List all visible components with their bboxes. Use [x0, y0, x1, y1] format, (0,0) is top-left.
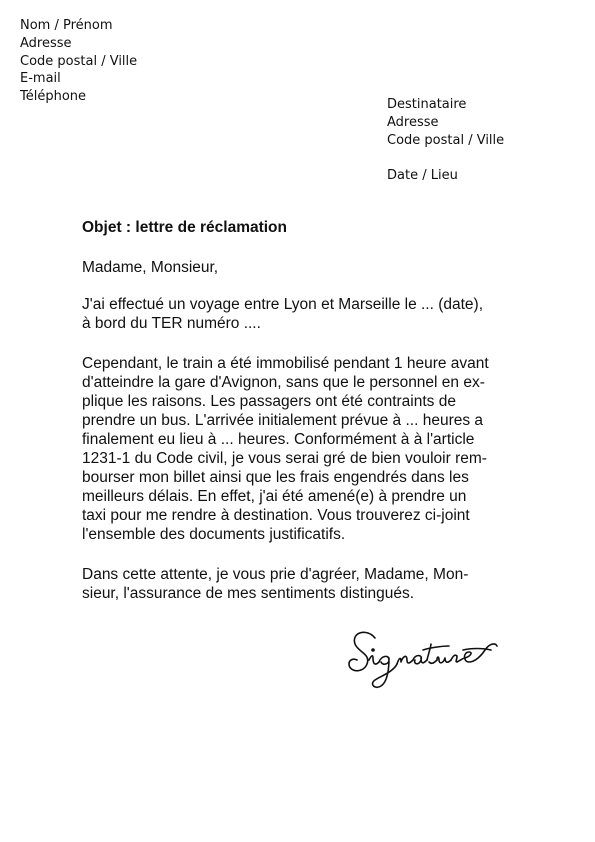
paragraph-closing [82, 565, 512, 603]
sender-email: E-mail [20, 71, 61, 87]
recipient-name: Destinataire [387, 97, 467, 112]
date-place: Date / Lieu [387, 168, 458, 183]
sender-name: Nom / Prénom [20, 18, 113, 33]
paragraph-line: J'ai effectué un voyage entre Lyon et Marseille le ... (date), [82, 296, 484, 313]
sender-address: Adresse [20, 35, 72, 51]
letter-subject: Objet : lettre de réclamation [82, 219, 287, 236]
recipient-block [387, 96, 504, 149]
paragraph-line: 1231-1 du Code civil, je vous serai gré de bien vouloir rem- [82, 450, 487, 467]
sender-postal-city: Code postal / Ville [20, 53, 138, 69]
paragraph-line: taxi pour me rendre à destination. Vous trouverez ci-joint [82, 507, 470, 524]
paragraph-line: l'ensemble des documents justificatifs. [82, 526, 346, 543]
paragraph-line: sieur, l'assurance de mes sentiments distingués. [82, 585, 415, 602]
paragraph-line: plique les raisons. Les passagers ont été contraints de [82, 393, 456, 410]
sender-phone: Téléphone [20, 89, 87, 105]
paragraph-line: Dans cette attente, je vous prie d'agréer, Madame, Mon- [82, 566, 469, 583]
paragraph-line: bourser mon billet ainsi que les frais engendrés dans les [82, 469, 469, 486]
recipient-address: Adresse [387, 114, 439, 130]
paragraph-trip [82, 295, 512, 333]
paragraph-line: à bord du TER numéro .... [82, 315, 261, 332]
paragraph-complaint [82, 354, 512, 544]
paragraph-line: meilleurs délais. En effet, j'ai été amené(e) à prendre un [82, 488, 467, 505]
sender-block [20, 17, 137, 106]
handwritten-signature [345, 620, 505, 700]
letter-salutation: Madame, Monsieur, [82, 259, 219, 276]
recipient-postal-city: Code postal / Ville [387, 132, 505, 148]
paragraph-line: finalement eu lieu à ... heures. Conformément à à l'article [82, 431, 475, 448]
paragraph-line: d'atteindre la gare d'Avignon, sans que le personnel en ex- [82, 374, 485, 391]
paragraph-line: Cependant, le train a été immobilisé pendant 1 heure avant [82, 355, 489, 372]
paragraph-line: prendre un bus. L'arrivée initialement prévue à ... heures a [82, 412, 484, 429]
